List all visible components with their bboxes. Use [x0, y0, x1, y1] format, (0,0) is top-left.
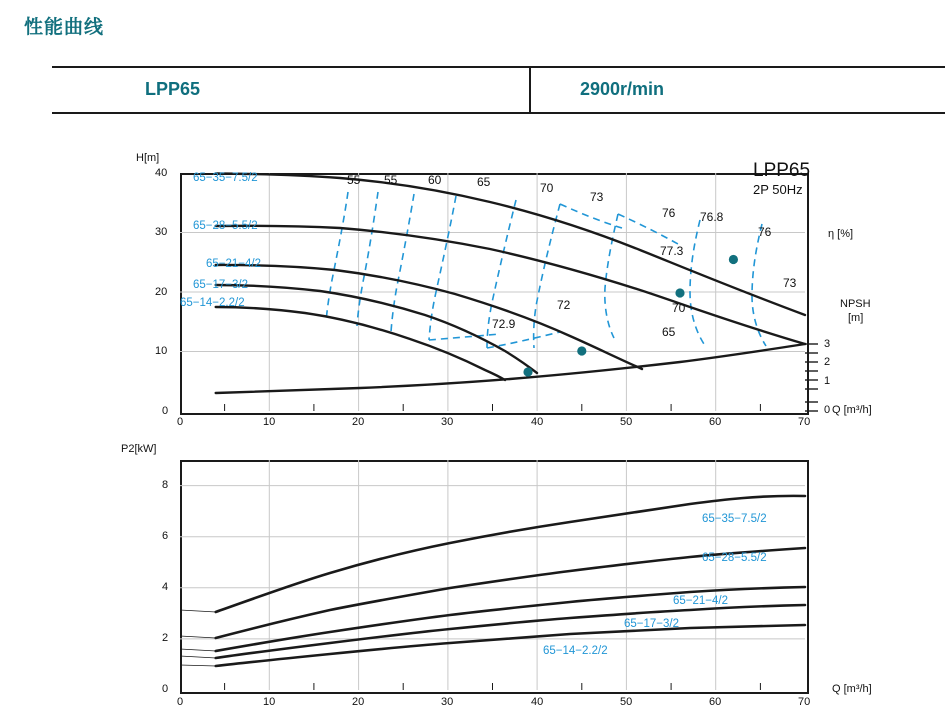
- power-xtick-60: 60: [709, 696, 722, 708]
- head-ytick-30: 30: [155, 226, 168, 238]
- power-xtick-0: 0: [177, 696, 184, 708]
- npsh-tick-2: 2: [824, 356, 831, 368]
- eff-label-60: 60: [428, 173, 442, 187]
- head-ytick-0: 0: [162, 405, 169, 417]
- power-ytick-8: 8: [162, 479, 169, 491]
- eff-label-76a: 76: [662, 206, 676, 220]
- power-xtick-10: 10: [263, 696, 276, 708]
- eff-label-76b: 76: [758, 225, 772, 239]
- head-xtick-40: 40: [531, 416, 544, 428]
- power-xtick-20: 20: [352, 696, 365, 708]
- eff-label-55b: 55: [384, 173, 398, 187]
- head-xtick-50: 50: [620, 416, 633, 428]
- eff-label-77-3: 77.3: [660, 244, 684, 258]
- npsh-tick-1: 1: [824, 375, 831, 387]
- curve-label-65-14-2_2: 65−14−2.2/2: [180, 297, 245, 309]
- head-xtick-10: 10: [263, 416, 276, 428]
- eff-label-72: 72: [557, 298, 571, 312]
- power-ytick-6: 6: [162, 530, 169, 542]
- eff-label-73a: 73: [590, 190, 604, 204]
- power-xtick-40: 40: [531, 696, 544, 708]
- power-curve-label-65-35-7_5: 65−35−7.5/2: [702, 513, 767, 525]
- power-curve-chart: [0, 440, 945, 720]
- npsh-tick-3: 3: [824, 338, 831, 350]
- curve-label-65-35-7_5: 65−35−7.5/2: [193, 172, 258, 184]
- power-y-axis-title: P2[kW]: [121, 443, 157, 455]
- header-speed-label: 2900r/min: [580, 79, 665, 99]
- power-curve-label-65-17-3: 65−17−3/2: [624, 618, 680, 630]
- power-curve-svg: [0, 440, 945, 720]
- npsh-tick-0: 0: [824, 404, 831, 416]
- head-x-axis-title: Q [m³/h]: [832, 404, 872, 416]
- power-ytick-2: 2: [162, 632, 169, 644]
- power-xtick-70: 70: [798, 696, 811, 708]
- head-curve-chart: [0, 140, 945, 430]
- eff-label-72-9: 72.9: [492, 317, 516, 331]
- head-xtick-0: 0: [177, 416, 184, 428]
- power-xtick-50: 50: [620, 696, 633, 708]
- power-ytick-0: 0: [162, 683, 169, 695]
- npsh-axis-title-2: [m]: [848, 312, 864, 324]
- eff-label-73b: 73: [783, 276, 797, 290]
- curve-label-65-21-4: 65−21−4/2: [206, 258, 262, 270]
- npsh-axis-title-1: NPSH: [840, 298, 871, 310]
- eff-label-70a: 70: [540, 181, 554, 195]
- eff-label-55a: 55: [347, 173, 361, 187]
- header-model-label: LPP65: [145, 79, 201, 99]
- header-divider: [529, 68, 531, 112]
- head-ytick-10: 10: [155, 345, 168, 357]
- head-ytick-40: 40: [155, 167, 168, 179]
- head-xtick-60: 60: [709, 416, 722, 428]
- head-ytick-20: 20: [155, 286, 168, 298]
- page-title: 性能曲线: [24, 17, 105, 38]
- curve-label-65-17-3: 65−17−3/2: [193, 279, 249, 291]
- eff-label-65b: 65: [662, 325, 676, 339]
- head-y-axis-title: H[m]: [136, 152, 160, 164]
- power-curve-label-65-28-5_5: 65−28−5.5/2: [702, 552, 767, 564]
- legend-box-model: LPP65: [753, 160, 811, 181]
- power-xtick-30: 30: [441, 696, 454, 708]
- curve-label-65-28-5_5: 65−28−5.5/2: [193, 220, 258, 232]
- eff-label-65a: 65: [477, 175, 491, 189]
- power-curve-label-65-14-2_2: 65−14−2.2/2: [543, 645, 608, 657]
- power-ytick-4: 4: [162, 581, 169, 593]
- legend-box: [753, 160, 810, 197]
- power-curve-label-65-21-4: 65−21−4/2: [673, 595, 729, 607]
- header-band: [52, 66, 945, 114]
- head-xtick-70: 70: [798, 416, 811, 428]
- eta-axis-title: η [%]: [828, 228, 854, 240]
- power-x-axis-title: Q [m³/h]: [832, 683, 872, 695]
- eff-label-76-8: 76.8: [700, 210, 724, 224]
- legend-box-spec: 2P 50Hz: [753, 182, 803, 197]
- head-xtick-20: 20: [352, 416, 365, 428]
- eff-label-70b: 70: [672, 301, 686, 315]
- head-xtick-30: 30: [441, 416, 454, 428]
